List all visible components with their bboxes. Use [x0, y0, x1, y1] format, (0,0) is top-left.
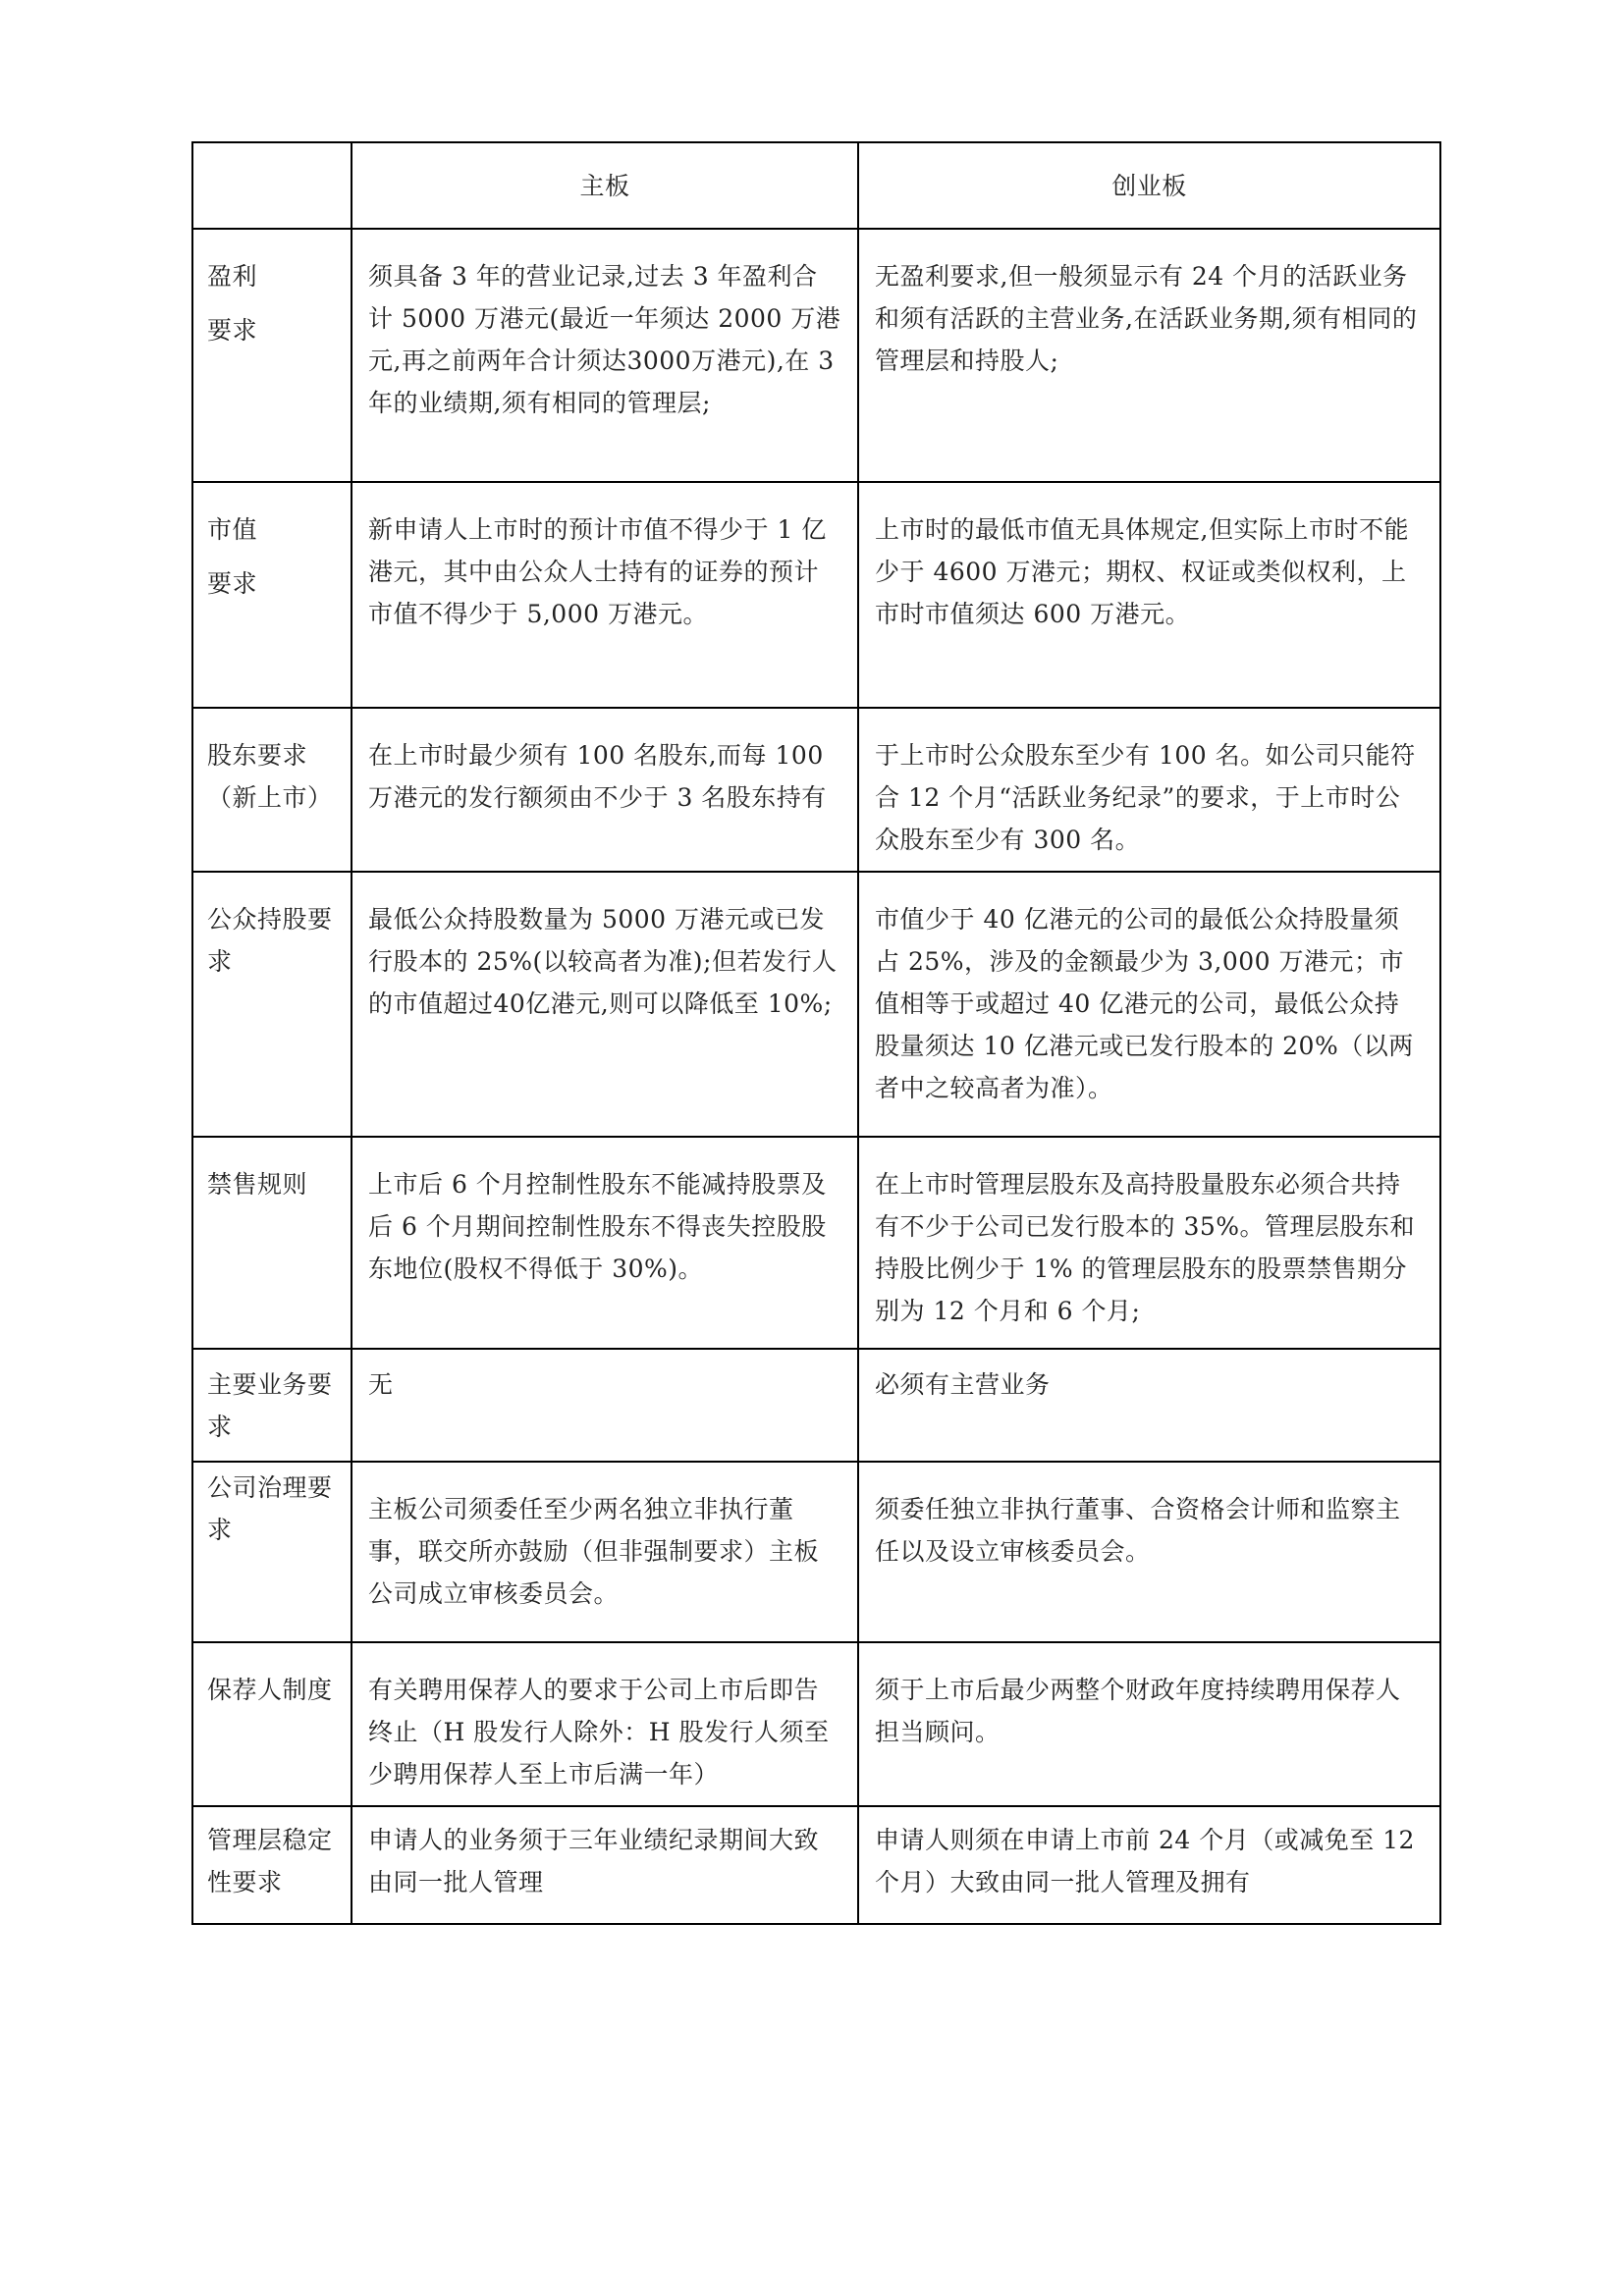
row-label-market-cap [192, 482, 352, 708]
label-profit-line1: 盈利 [207, 262, 258, 291]
label-cap-line2: 要求 [207, 569, 258, 598]
cell-main-shareholders: 在上市时最少须有 100 名股东,而每 100 万港元的发行额须由不少于 3 名股东持有 [352, 708, 858, 872]
row-label-management-stability: 管理层稳定性要求 [192, 1806, 352, 1924]
table-row-management-stability [192, 1806, 1440, 1924]
cell-main-profit: 须具备 3 年的营业记录,过去 3 年盈利合计 5000 万港元(最近一年须达 2000 万港元,再之前两年合计须达3000万港元),在 3 年的业绩期,须有相同的管理层; [352, 229, 858, 482]
table-row-main-business [192, 1349, 1440, 1462]
table-row-public-float [192, 872, 1440, 1137]
cell-main-management-stability: 申请人的业务须于三年业绩纪录期间大致由同一批人管理 [352, 1806, 858, 1924]
cell-gem-lockup: 在上市时管理层股东及高持股量股东必须合共持有不少于公司已发行股本的 35%。管理层股东和持股比例少于 1% 的管理层股东的股票禁售期分别为 12 个月和 6 个月; [858, 1137, 1440, 1349]
board-comparison-table [191, 141, 1441, 1925]
row-label-sponsor: 保荐人制度 [192, 1642, 352, 1806]
row-label-lockup: 禁售规则 [192, 1137, 352, 1349]
cell-main-market-cap: 新申请人上市时的预计市值不得少于 1 亿港元，其中由公众人士持有的证券的预计市值不得少于 5,000 万港元。 [352, 482, 858, 708]
cell-main-public-float: 最低公众持股数量为 5000 万港元或已发行股本的 25%(以较高者为准);但若发行人的市值超过40亿港元,则可以降低至 10%; [352, 872, 858, 1137]
row-label-main-business: 主要业务要求 [192, 1349, 352, 1462]
table-row-governance [192, 1462, 1440, 1642]
label-cap-line1: 市值 [207, 515, 258, 544]
cell-gem-market-cap: 上市时的最低市值无具体规定,但实际上市时不能少于 4600 万港元；期权、权证或类似权利，上市时市值须达 600 万港元。 [858, 482, 1440, 708]
header-main-board: 主板 [352, 142, 858, 229]
row-label-governance: 公司治理要求 [192, 1462, 352, 1642]
row-label-profit [192, 229, 352, 482]
cell-gem-public-float: 市值少于 40 亿港元的公司的最低公众持股量须占 25%，涉及的金额最少为 3,000 万港元；市值相等于或超过 40 亿港元的公司，最低公众持股量须达 10 亿港元或已发行股本的 20%（以两者中之较高者为准）。 [858, 872, 1440, 1137]
cell-gem-main-business: 必须有主营业务 [858, 1349, 1440, 1462]
cell-gem-sponsor: 须于上市后最少两整个财政年度持续聘用保荐人担当顾问。 [858, 1642, 1440, 1806]
cell-main-governance: 主板公司须委任至少两名独立非执行董事，联交所亦鼓励（但非强制要求）主板公司成立审核委员会。 [352, 1462, 858, 1642]
cell-main-main-business: 无 [352, 1349, 858, 1462]
cell-main-sponsor: 有关聘用保荐人的要求于公司上市后即告终止（H 股发行人除外：H 股发行人须至少聘用保荐人至上市后满一年） [352, 1642, 858, 1806]
table-row-profit [192, 229, 1440, 482]
row-label-public-float: 公众持股要求 [192, 872, 352, 1137]
cell-gem-shareholders: 于上市时公众股东至少有 100 名。如公司只能符合 12 个月“活跃业务纪录”的要求，于上市时公众股东至少有 300 名。 [858, 708, 1440, 872]
table-row-sponsor [192, 1642, 1440, 1806]
table-row-market-cap [192, 482, 1440, 708]
cell-gem-management-stability: 申请人则须在申请上市前 24 个月（或减免至 12 个月）大致由同一批人管理及拥有 [858, 1806, 1440, 1924]
header-gem-board: 创业板 [858, 142, 1440, 229]
cell-gem-profit: 无盈利要求,但一般须显示有 24 个月的活跃业务和须有活跃的主营业务,在活跃业务期,须有相同的管理层和持股人; [858, 229, 1440, 482]
label-profit-line2: 要求 [207, 316, 258, 345]
table-header-row [192, 142, 1440, 229]
header-corner-cell [192, 142, 352, 229]
table-row-lockup [192, 1137, 1440, 1349]
row-label-shareholders: 股东要求（新上市） [192, 708, 352, 872]
cell-main-lockup: 上市后 6 个月控制性股东不能减持股票及后 6 个月期间控制性股东不得丧失控股股东地位(股权不得低于 30%)。 [352, 1137, 858, 1349]
table-row-shareholders [192, 708, 1440, 872]
cell-gem-governance: 须委任独立非执行董事、合资格会计师和监察主任以及设立审核委员会。 [858, 1462, 1440, 1642]
